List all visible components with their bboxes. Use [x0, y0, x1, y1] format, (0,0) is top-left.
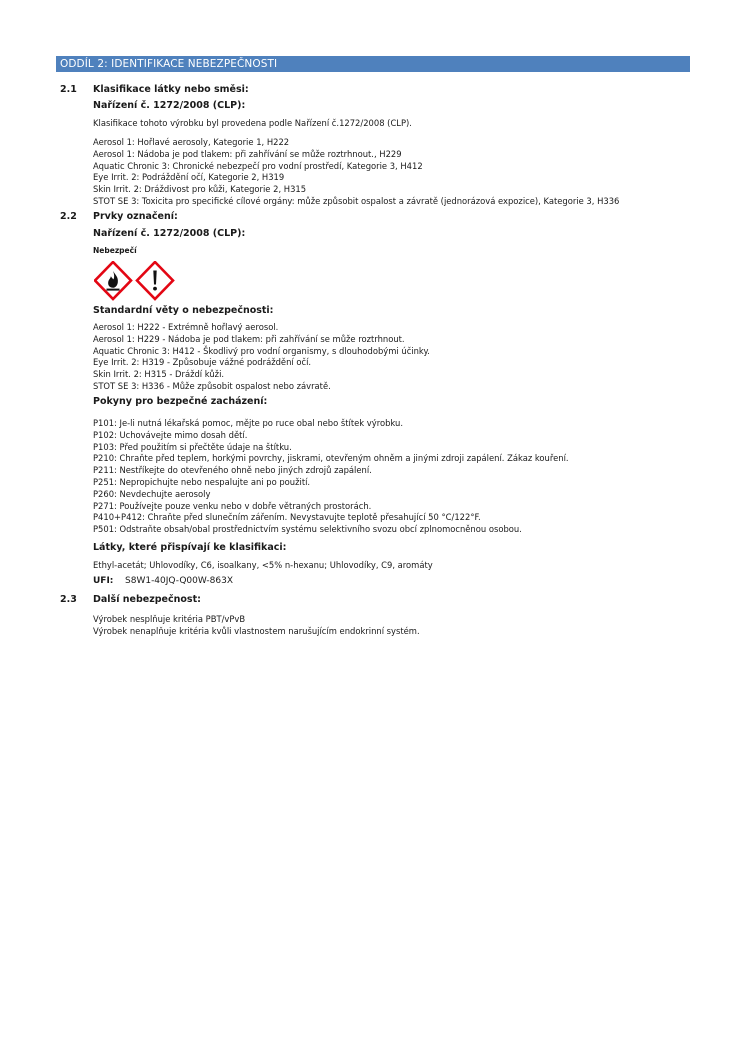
classification-item: Skin Irrit. 2: Dráždivost pro kůži, Kategorie 2, H315	[93, 184, 307, 195]
precautionary-statement: P501: Odstraňte obsah/obal prostřednictvím systému selektivního svozu obcí zplnomocněnou osobou.	[93, 524, 522, 535]
classification-item: STOT SE 3: Toxicita pro specifické cílové orgány: může způsobit ospalost a závratě (jednorázová expozice), Kategorie 3, H336	[93, 195, 620, 206]
hazard-statements-list	[93, 322, 430, 393]
precautionary-statement: P102: Uchovávejte mimo dosah dětí.	[93, 429, 248, 440]
precautionary-statement: P410+P412: Chraňte před slunečním zářením. Nevystavujte teplotě přesahující 50 °C/122°F.	[93, 512, 481, 523]
exclamation-pictogram-icon	[137, 262, 173, 299]
subsection-number: 2.3	[60, 594, 77, 605]
hazard-statements-heading: Standardní věty o nebezpečnosti:	[93, 305, 274, 316]
ghs-pictograms	[94, 261, 176, 301]
section-header: ODDÍL 2: IDENTIFIKACE NEBEZPEČNOSTI	[56, 56, 690, 72]
hazard-statement: Aerosol 1: H222 - Extrémně hořlavý aerosol.	[93, 322, 279, 332]
hazard-statement: Eye Irrit. 2: H319 - Způsobuje vážné podráždění očí.	[93, 357, 312, 368]
signal-word: Nebezpečí	[93, 246, 137, 255]
ufi-line	[93, 576, 233, 586]
subsection-title: Další nebezpečnost:	[93, 594, 201, 605]
subsection-2-3-heading	[60, 594, 201, 605]
contributing-substances-heading: Látky, které přispívají ke klasifikaci:	[93, 542, 287, 553]
regulation-heading: Nařízení č. 1272/2008 (CLP):	[93, 228, 246, 239]
classification-item: Aquatic Chronic 3: Chronické nebezpečí pro vodní prostředí, Kategorie 3, H412	[93, 160, 423, 171]
precautionary-statement: P210: Chraňte před teplem, horkými povrchy, jiskrami, otevřeným ohněm a jinými zdroji zapálení. Zákaz kouření.	[93, 453, 569, 464]
precautionary-statements-heading: Pokyny pro bezpečné zacházení:	[93, 396, 268, 407]
subsection-title: Klasifikace látky nebo směsi:	[93, 84, 249, 95]
precautionary-statement: P101: Je-li nutná lékařská pomoc, mějte po ruce obal nebo štítek výrobku.	[93, 418, 403, 428]
precautionary-statement: P251: Nepropichujte nebo nespalujte ani po použití.	[93, 476, 311, 487]
classification-list	[93, 137, 619, 208]
classification-item: Eye Irrit. 2: Podráždění očí, Kategorie 2, H319	[93, 172, 285, 183]
classification-item: Aerosol 1: Hořlavé aerosoly, Kategorie 1, H222	[93, 137, 290, 147]
other-hazard-line: Výrobek nenaplňuje kritéria kvůli vlastnostem narušujícím endokrinní systém.	[93, 625, 420, 636]
hazard-statement: Aquatic Chronic 3: H412 - Škodlivý pro vodní organismy, s dlouhodobými účinky.	[93, 345, 430, 356]
subsection-2-1-heading	[60, 84, 249, 95]
regulation-heading: Nařízení č. 1272/2008 (CLP):	[93, 100, 246, 111]
subsection-number: 2.1	[60, 84, 77, 95]
classification-intro: Klasifikace tohoto výrobku byl provedena podle Nařízení č.1272/2008 (CLP).	[93, 118, 412, 128]
contributing-substances-text: Ethyl-acetát; Uhlovodíky, C6, isoalkany, <5% n-hexanu; Uhlovodíky, C9, aromáty	[93, 560, 433, 570]
hazard-statement: Aerosol 1: H229 - Nádoba je pod tlakem: při zahřívání se může roztrhnout.	[93, 333, 405, 344]
precautionary-statement: P271: Používejte pouze venku nebo v dobře větraných prostorách.	[93, 500, 372, 511]
ufi-value: S8W1-40JQ-Q00W-863X	[125, 576, 233, 586]
precautionary-statement: P211: Nestříkejte do otevřeného ohně nebo jiných zdrojů zapálení.	[93, 465, 372, 476]
hazard-statement: Skin Irrit. 2: H315 - Dráždí kůži.	[93, 369, 225, 380]
other-hazard-line: Výrobek nesplňuje kritéria PBT/vPvB	[93, 614, 246, 624]
precautionary-statement: P103: Před použitím si přečtěte údaje na štítku.	[93, 441, 292, 452]
classification-item: Aerosol 1: Nádoba je pod tlakem: při zahřívání se může roztrhnout., H229	[93, 148, 402, 159]
hazard-statement: STOT SE 3: H336 - Může způsobit ospalost nebo závratě.	[93, 380, 331, 391]
precautionary-statement: P260: Nevdechujte aerosoly	[93, 488, 211, 499]
other-hazards-list	[93, 614, 420, 638]
subsection-title: Prvky označení:	[93, 211, 178, 222]
subsection-number: 2.2	[60, 211, 77, 222]
precautionary-statements-list	[93, 418, 569, 536]
ufi-label: UFI:	[93, 576, 114, 586]
subsection-2-2-heading	[60, 211, 178, 222]
flame-pictogram-icon	[95, 262, 131, 299]
